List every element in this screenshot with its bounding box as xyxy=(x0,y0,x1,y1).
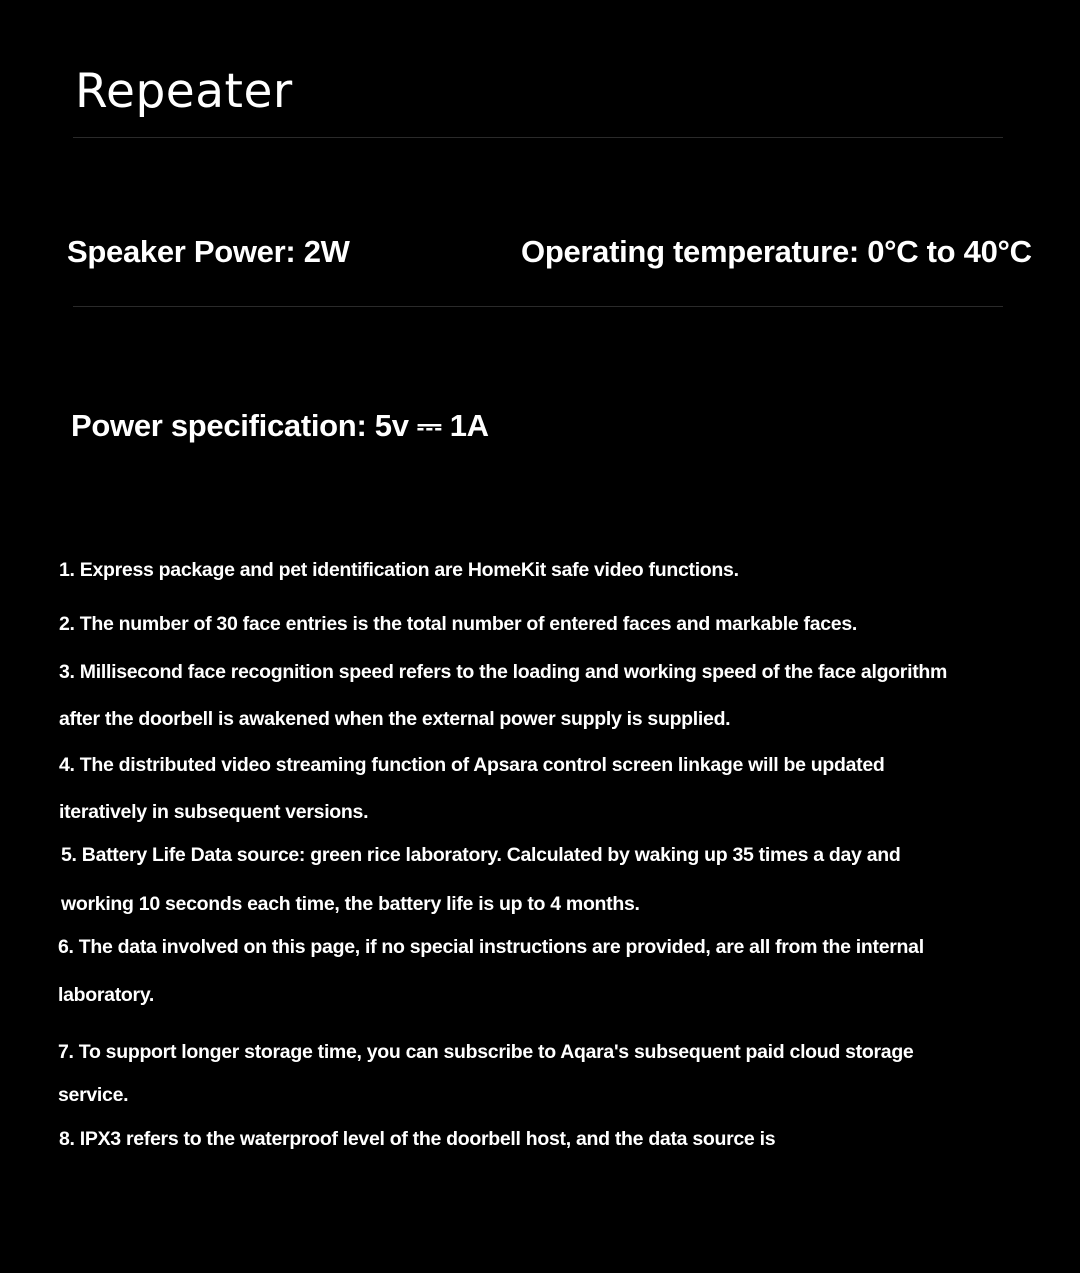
title-divider xyxy=(73,137,1003,138)
footnote-line: 6. The data involved on this page, if no special instructions are provided, are all from the internal xyxy=(58,936,924,958)
footnote-line: service. xyxy=(58,1084,129,1106)
footnote-line: 3. Millisecond face recognition speed refers to the loading and working speed of the face algorithm xyxy=(59,661,948,683)
footnote-line: laboratory. xyxy=(58,984,155,1006)
footnote-line: 4. The distributed video streaming function of Apsara control screen linkage will be updated xyxy=(59,754,885,776)
footnote-line: 8. IPX3 refers to the waterproof level of the doorbell host, and the data source is xyxy=(59,1128,776,1150)
footnote-line: 5. Battery Life Data source: green rice laboratory. Calculated by waking up 35 times a day and xyxy=(61,844,901,866)
spec-divider xyxy=(73,306,1003,307)
footnote-line: iteratively in subsequent versions. xyxy=(59,801,369,823)
footnote-line: 1. Express package and pet identification are HomeKit safe video functions. xyxy=(59,559,739,581)
footnote-line: working 10 seconds each time, the battery life is up to 4 months. xyxy=(61,893,640,915)
speaker-power-spec: Speaker Power: 2W xyxy=(67,234,350,269)
footnote-line: after the doorbell is awakened when the external power supply is supplied. xyxy=(59,708,731,730)
power-specification-spec: Power specification: 5v ⎓ 1A xyxy=(71,408,489,443)
operating-temperature-spec: Operating temperature: 0°C to 40°C xyxy=(521,234,1032,269)
footnote-line: 7. To support longer storage time, you can subscribe to Aqara's subsequent paid cloud storage xyxy=(58,1041,914,1063)
page-title: Repeater xyxy=(75,64,293,119)
footnote-line: 2. The number of 30 face entries is the total number of entered faces and markable faces. xyxy=(59,613,857,635)
